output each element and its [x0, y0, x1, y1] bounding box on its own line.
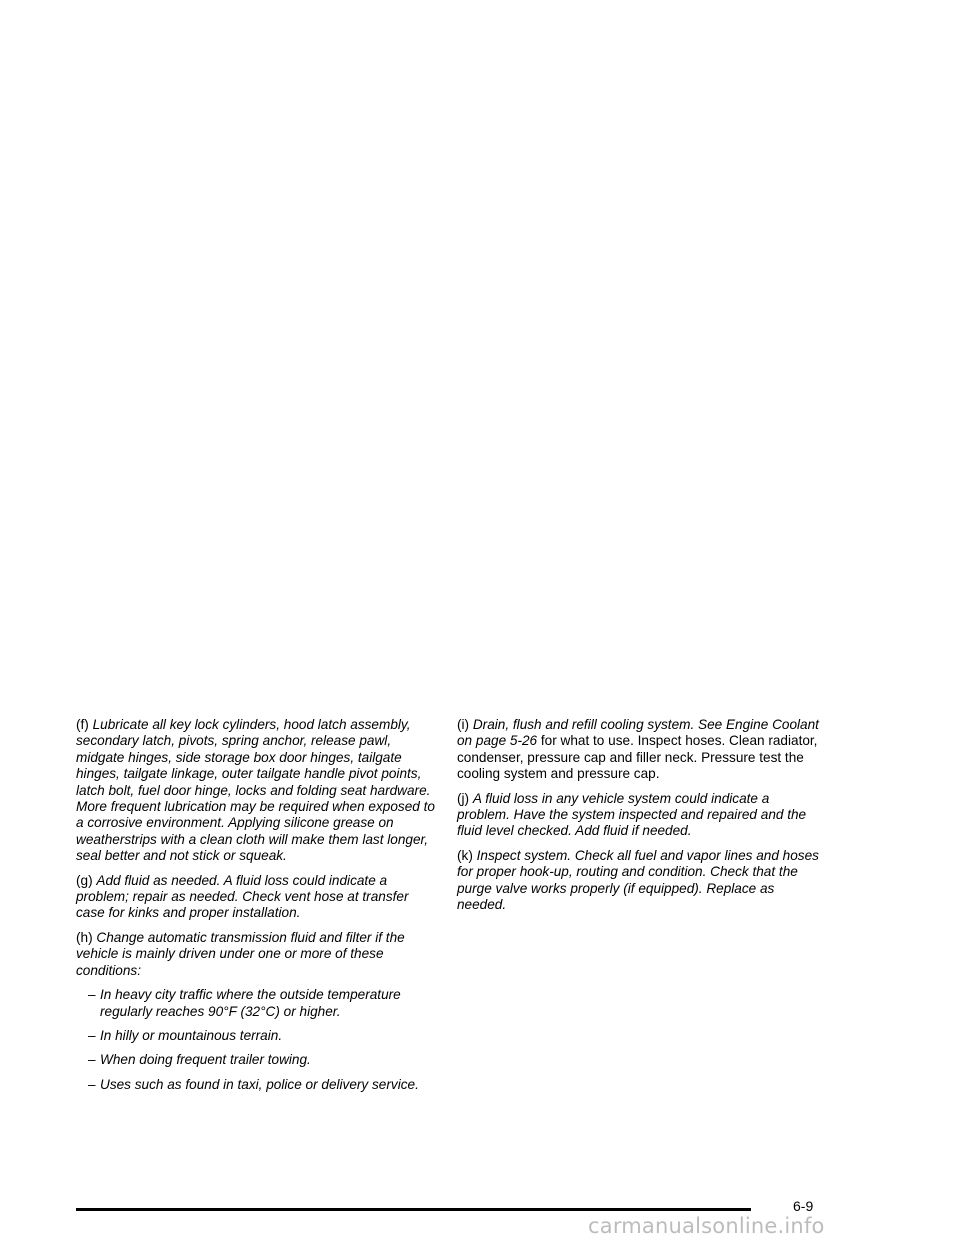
list-item-text: In hilly or mountainous terrain. — [100, 1027, 283, 1043]
item-i-tag: (i) — [457, 717, 470, 732]
item-i — [457, 717, 823, 783]
item-f-tag: (f) — [76, 717, 89, 732]
footer-rule — [76, 1208, 751, 1211]
dash-bullet: – — [88, 1027, 96, 1043]
item-h — [76, 930, 438, 979]
item-j-tag: (j) — [457, 790, 470, 806]
list-item-text: Uses such as found in taxi, police or delivery service. — [100, 1076, 419, 1092]
list-item-text: In heavy city traffic where the outside temperature regularly reaches 90°F (32°C) or higher. — [100, 987, 401, 1019]
item-k-tag: (k) — [457, 847, 473, 863]
dash-bullet: – — [88, 1076, 96, 1092]
left-column — [76, 717, 438, 1101]
list-item — [76, 1028, 438, 1044]
item-h-text: Change automatic transmission fluid and filter if the vehicle is mainly driven under one or more of these conditions: — [76, 929, 405, 978]
item-g-text: Add fluid as needed. A fluid loss could indicate a problem; repair as needed. Check vent hose at transfer case for kinks and proper installation. — [76, 872, 409, 921]
watermark: carmanualsonline.info — [588, 1214, 825, 1238]
list-item — [76, 987, 438, 1020]
item-j-text: A fluid loss in any vehicle system could indicate a problem. Have the system inspected and repaired and the fluid level checked. Add fluid if needed. — [457, 790, 807, 839]
item-j — [457, 791, 823, 840]
item-i-text-italic: Drain, flush and refill cooling system. See Engine Coolant on page 5-26 — [457, 717, 819, 749]
dash-bullet: – — [88, 987, 96, 1003]
item-f — [76, 717, 438, 865]
page-number: 6-9 — [793, 1198, 814, 1214]
right-column — [457, 717, 823, 921]
item-h-tag: (h) — [76, 929, 93, 945]
list-item — [76, 1077, 438, 1093]
item-k-text: Inspect system. Check all fuel and vapor lines and hoses for proper hook-up, routing and condition. Check that the purge valve works properly (if equipped). Replace as needed. — [457, 847, 819, 913]
item-k — [457, 848, 823, 914]
item-f-text: Lubricate all key lock cylinders, hood latch assembly, secondary latch, pivots, spring anchor, release pawl, midgate hinges, side storage box door hinges, tailgate hinges, tailgate linkage, outer tailgate handle pivot points, latch bolt, fuel door hinge, locks and folding seat hardware. More frequent lubrication may be required when exposed to a corrosive environment. Applying silicone grease on weatherstrips with a clean cloth will make them last longer, seal better and not stick or squeak. — [76, 717, 435, 864]
item-i-text-plain: for what to use. Inspect hoses. Clean radiator, condenser, pressure cap and filler neck. Pressure test the cooling system and pressure cap. — [457, 733, 818, 782]
item-g-tag: (g) — [76, 872, 93, 888]
dash-bullet: – — [88, 1052, 96, 1068]
item-g — [76, 873, 438, 922]
conditions-list — [76, 987, 438, 1093]
list-item-text: When doing frequent trailer towing. — [100, 1052, 311, 1068]
list-item — [76, 1052, 438, 1068]
